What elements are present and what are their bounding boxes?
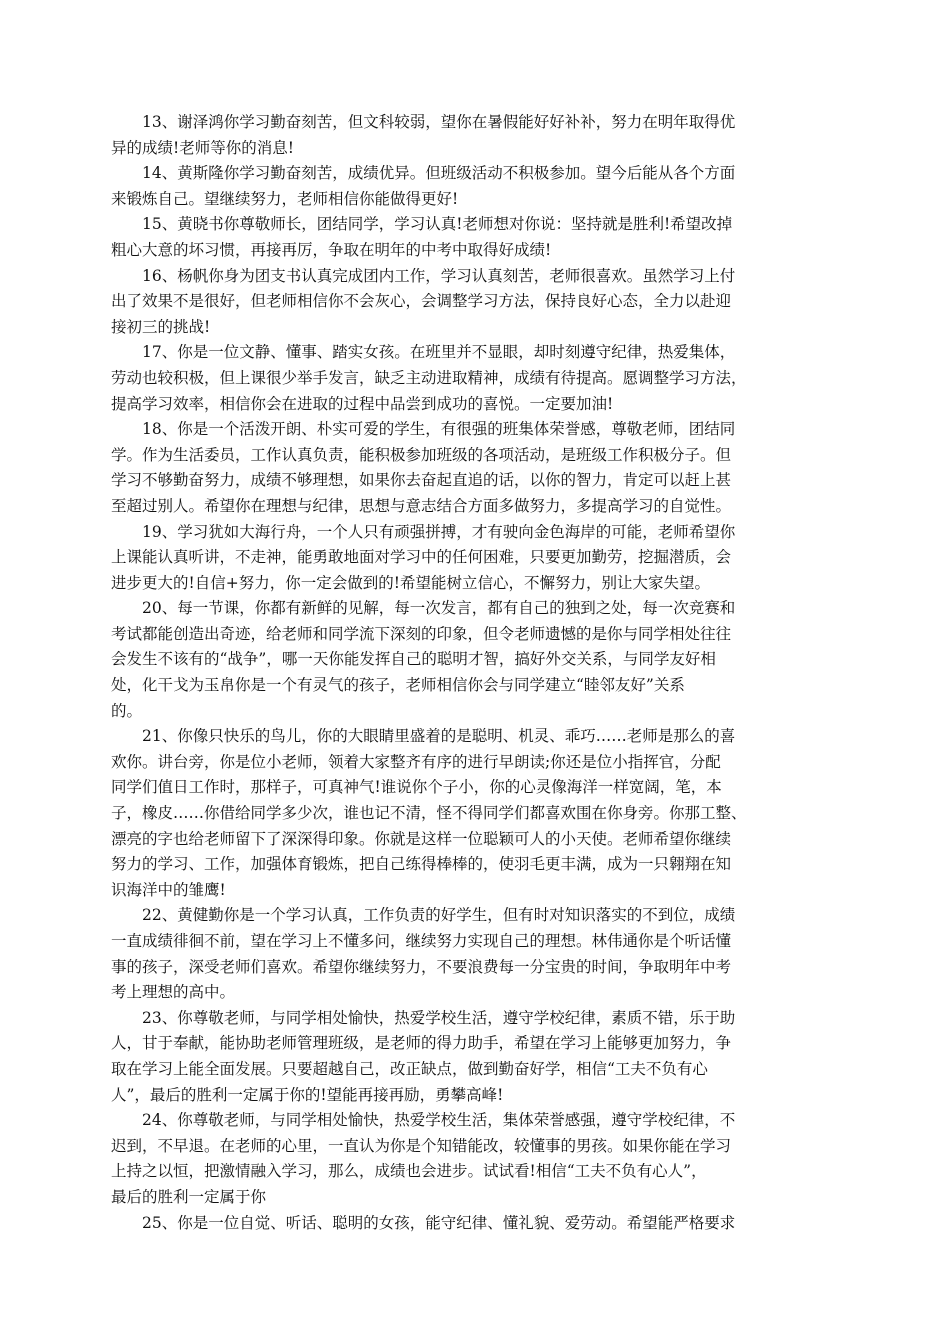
comment-paragraph-22: 22、黄健勤你是一个学习认真，工作负责的好学生，但有时对知识落实的不到位，成绩 一直成绩徘徊不前，望在学习上不懂多问，继续努力实现自己的理想。林伟通你是个听话懂 事的孩子，深受老师们喜欢。希望你继续努力，不要浪费每一分宝贵的时间，争取明年中考 考上理想的高中。 bbox=[111, 906, 736, 1002]
comment-paragraph-13: 13、谢泽鸿你学习勤奋刻苦，但文科较弱，望你在暑假能好好补补，努力在明年取得优 异的成绩!老师等你的消息! bbox=[111, 113, 736, 157]
comment-paragraph-18: 18、你是一个活泼开朗、朴实可爱的学生，有很强的班集体荣誉感，尊敬老师，团结同 学。作为生活委员，工作认真负责，能积极参加班级的各项活动，是班级工作积极分子。但 学习不够勤奋努力，成绩不够理想，如果你去奋起直追的话，以你的智力，肯定可以赶上甚 至超过别人。希望你在理想与纪律，思想与意志结合方面多做努力，多提高学习的自觉性。 bbox=[111, 420, 736, 515]
comment-paragraph-16: 16、杨帆你身为团支书认真完成团内工作，学习认真刻苦，老师很喜欢。虽然学习上付 出了效果不是很好，但老师相信你不会灰心，会调整学习方法，保持良好心态，全力以赴迎 接初三的挑战! bbox=[111, 266, 736, 336]
comment-paragraph-19: 19、学习犹如大海行舟，一个人只有顽强拼搏，才有驶向金色海岸的可能，老师希望你 上课能认真听讲，不走神，能勇敢地面对学习中的任何困难，只要更加勤劳，挖掘潜质，会 进步更大的!自信+努力，你一定会做到的!希望能树立信心，不懈努力，别让大家失望。 bbox=[111, 522, 736, 592]
comment-paragraph-23: 23、你尊敬老师，与同学相处愉快，热爱学校生活，遵守学校纪律，素质不错，乐于助 人，甘于奉献，能协助老师管理班级，是老师的得力助手，希望在学习上能够更加努力，争 取在学习上能全面发展。只要超越自己，改正缺点，做到勤奋好学，相信“工夫不负有心 人”，最后的胜利一定属于你的!望能再接再励，勇攀高峰! bbox=[111, 1008, 736, 1104]
document-body bbox=[111, 110, 823, 1236]
comment-paragraph-15: 15、黄晓书你尊敬师长，团结同学，学习认真!老师想对你说：坚持就是胜利!希望改掉 粗心大意的坏习惯，再接再厉，争取在明年的中考中取得好成绩! bbox=[111, 215, 733, 259]
comment-paragraph-17: 17、你是一位文静、懂事、踏实女孩。在班里并不显眼，却时刻遵守纪律，热爱集体， 劳动也较积极，但上课很少举手发言，缺乏主动进取精神，成绩有待提高。愿调整学习方法， 提高学习效率，相信你会在进取的过程中品尝到成功的喜悦。一定要加油! bbox=[111, 343, 747, 413]
comment-paragraph-24: 24、你尊敬老师，与同学相处愉快，热爱学校生活，集体荣誉感强，遵守学校纪律，不 迟到，不早退。在老师的心里，一直认为你是个知错能改，较懂事的男孩。如果你能在学习 上持之以恒，把激情融入学习，那么，成绩也会进步。试试看!相信“工夫不负有心人”， 最后的胜利一定属于你 bbox=[111, 1111, 736, 1206]
comment-paragraph-25: 25、你是一位自觉、听话、聪明的女孩，能守纪律、懂礼貌、爱劳动。希望能严格要求 bbox=[142, 1213, 736, 1232]
comment-paragraph-21: 21、你像只快乐的鸟儿，你的大眼睛里盛着的是聪明、机灵、乖巧……老师是那么的喜 欢你。讲台旁，你是位小老师，领着大家整齐有序的进行早朗读;你还是位小指挥官，分配 同学们值日工作时，那样子，可真神气!谁说你个子小，你的心灵像海洋一样宽阔，笔，本 子，橡皮……你借给同学多少次，谁也记不清，怪不得同学们都喜欢围在你身旁。你那工整、 漂亮的字也给老师留下了深深得印象。你就是这样一位聪颖可人的小天使。老师希望你继续 努力的学习、工作，加强体育锻炼，把自己练得棒棒的，使羽毛更丰满，成为一只翱翔在知 识海洋中的雏鹰! bbox=[111, 727, 747, 899]
comment-paragraph-14: 14、黄斯隆你学习勤奋刻苦，成绩优异。但班级活动不积极参加。望今后能从各个方面 来锻炼自己。望继续努力，老师相信你能做得更好! bbox=[111, 164, 736, 208]
comment-paragraph-20: 20、每一节课，你都有新鲜的见解，每一次发言，都有自己的独到之处，每一次竞赛和 考试都能创造出奇迹，给老师和同学流下深刻的印象，但令老师遗憾的是你与同学相处往往 会发生不该有的“战争”，哪一天你能发挥自己的聪明才智，搞好外交关系，与同学友好相 处，化干戈为玉帛你是一个有灵气的孩子，老师相信你会与同学建立“睦邻友好”关系 的。 bbox=[111, 599, 736, 720]
